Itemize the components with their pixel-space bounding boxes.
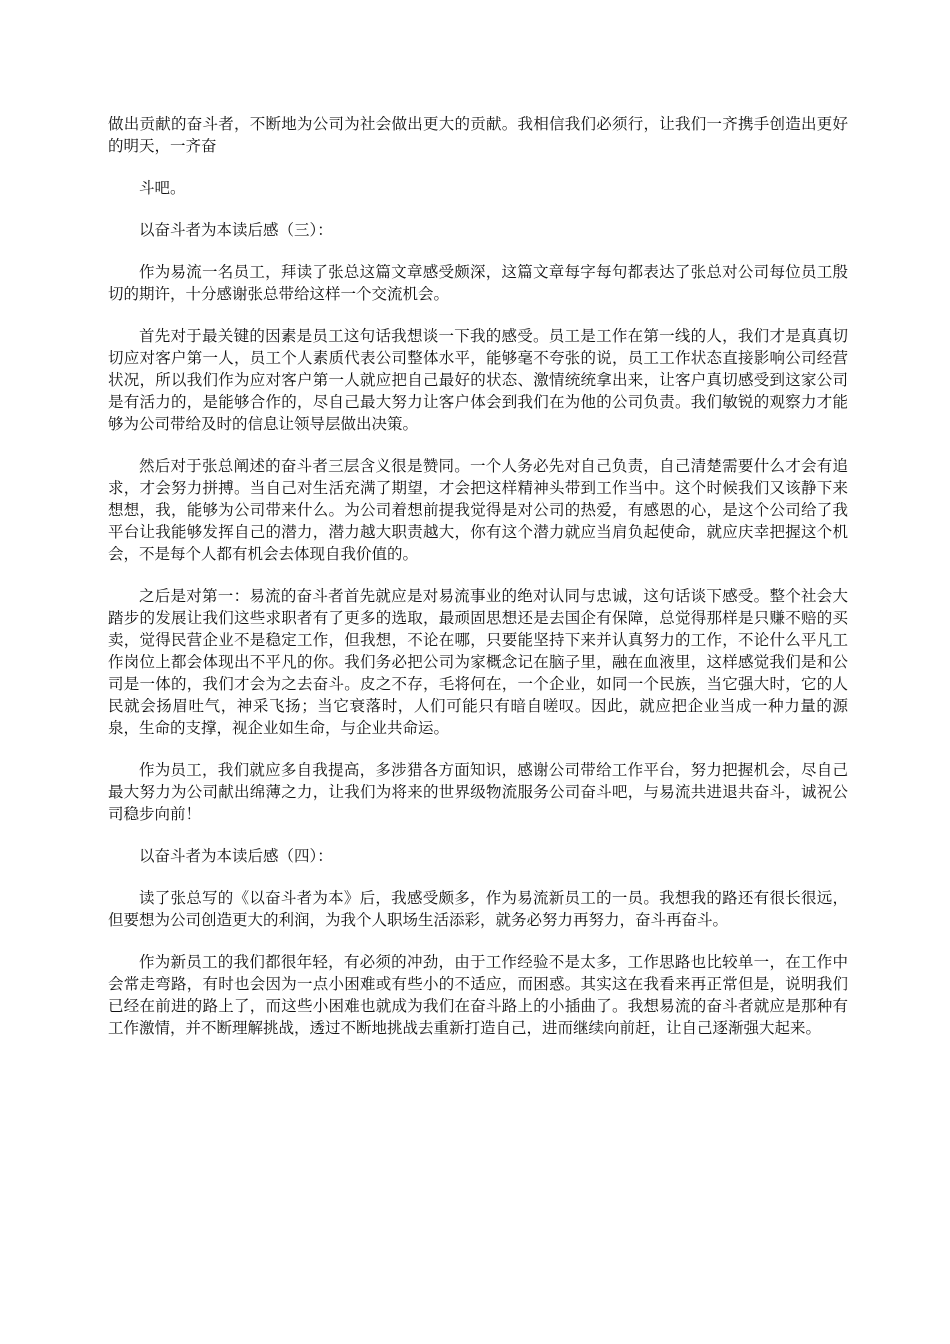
paragraph: 作为易流一名员工，拜读了张总这篇文章感受颇深，这篇文章每字每句都表达了张总对公司每位员工殷切的期许，十分感谢张总带给这样一个交流机会。 bbox=[108, 263, 848, 303]
paragraph: 首先对于最关键的因素是员工这句话我想谈一下我的感受。员工是工作在第一线的人，我们才是真真切切应对客户第一人，员工个人素质代表公司整体水平，能够毫不夸张的说，员工工作状态直接影响公司经营状况，所以我们作为应对客户第一人就应把自己最好的状态、激情统统拿出来，让客户真切感受到这家公司是有活力的，是能够合作的，尽自己最大努力让客户体会到我们在为他的公司负责。我们敏锐的观察力才能够为公司带给及时的信息让领导层做出决策。 bbox=[108, 327, 848, 433]
paragraph-continuation: 做出贡献的奋斗者，不断地为公司为社会做出更大的贡献。我相信我们必须行，让我们一齐携手创造出更好的明天，一齐奋 bbox=[108, 115, 848, 155]
document-page bbox=[108, 113, 848, 1059]
paragraph: 作为员工，我们就应多自我提高，多涉猎各方面知识，感谢公司带给工作平台，努力把握机会，尽自己最大努力为公司献出绵薄之力，让我们为将来的世界级物流服务公司奋斗吧，与易流共进退共奋斗，诚祝公司稳步向前！ bbox=[108, 761, 848, 823]
section-heading-four: 以奋斗者为本读后感（四）： bbox=[139, 847, 333, 865]
paragraph: 作为新员工的我们都很年轻，有必须的冲劲，由于工作经验不是太多，工作思路也比较单一，在工作中会常走弯路，有时也会因为一点小困难或有些小的不适应，而困惑。其实这在我看来再正常但是，说明我们已经在前进的路上了，而这些小困难也就成为我们在奋斗路上的小插曲了。我想易流的奋斗者就应是那种有工作激情，并不断理解挑战，透过不断地挑战去重新打造自己，进而继续向前赶，让自己逐渐强大起来。 bbox=[108, 953, 848, 1037]
paragraph-continuation-end: 斗吧。 bbox=[139, 179, 186, 197]
paragraph: 之后是对第一：易流的奋斗者首先就应是对易流事业的绝对认同与忠诚，这句话谈下感受。整个社会大踏步的发展让我们这些求职者有了更多的选取，最顽固思想还是去国企有保障，总觉得那样是只赚不赔的买卖，觉得民营企业不是稳定工作，但我想，不论在哪，只要能坚持下来并认真努力的工作，不论什么平凡工作岗位上都会体现出不平凡的你。我们务必把公司为家概念记在脑子里，融在血液里，这样感觉我们是和公司是一体的，我们才会为之去奋斗。皮之不存，毛将何在，一个企业，如同一个民族，当它强大时，它的人民就会扬眉吐气，神采飞扬；当它衰落时，人们可能只有暗自嗟叹。因此，就应把企业当成一种力量的源泉，生命的支撑，视企业如生命，与企业共命运。 bbox=[108, 587, 848, 737]
paragraph: 读了张总写的《以奋斗者为本》后，我感受颇多，作为易流新员工的一员。我想我的路还有很长很远，但要想为公司创造更大的利润，为我个人职场生活添彩，就务必努力再努力，奋斗再奋斗。 bbox=[108, 889, 848, 929]
section-heading-three: 以奋斗者为本读后感（三）： bbox=[139, 221, 333, 239]
paragraph: 然后对于张总阐述的奋斗者三层含义很是赞同。一个人务必先对自己负责，自己清楚需要什么才会有追求，才会努力拼搏。当自己对生活充满了期望，才会把这样精神头带到工作当中。这个时候我们又该静下来想想，我，能够为公司带来什么。为公司着想前提我觉得是对公司的热爱，有感恩的心，是这个公司给了我平台让我能够发挥自己的潜力，潜力越大职责越大，你有这个潜力就应当肩负起使命，就应庆幸把握这个机会，不是每个人都有机会去体现自我价值的。 bbox=[108, 457, 848, 563]
